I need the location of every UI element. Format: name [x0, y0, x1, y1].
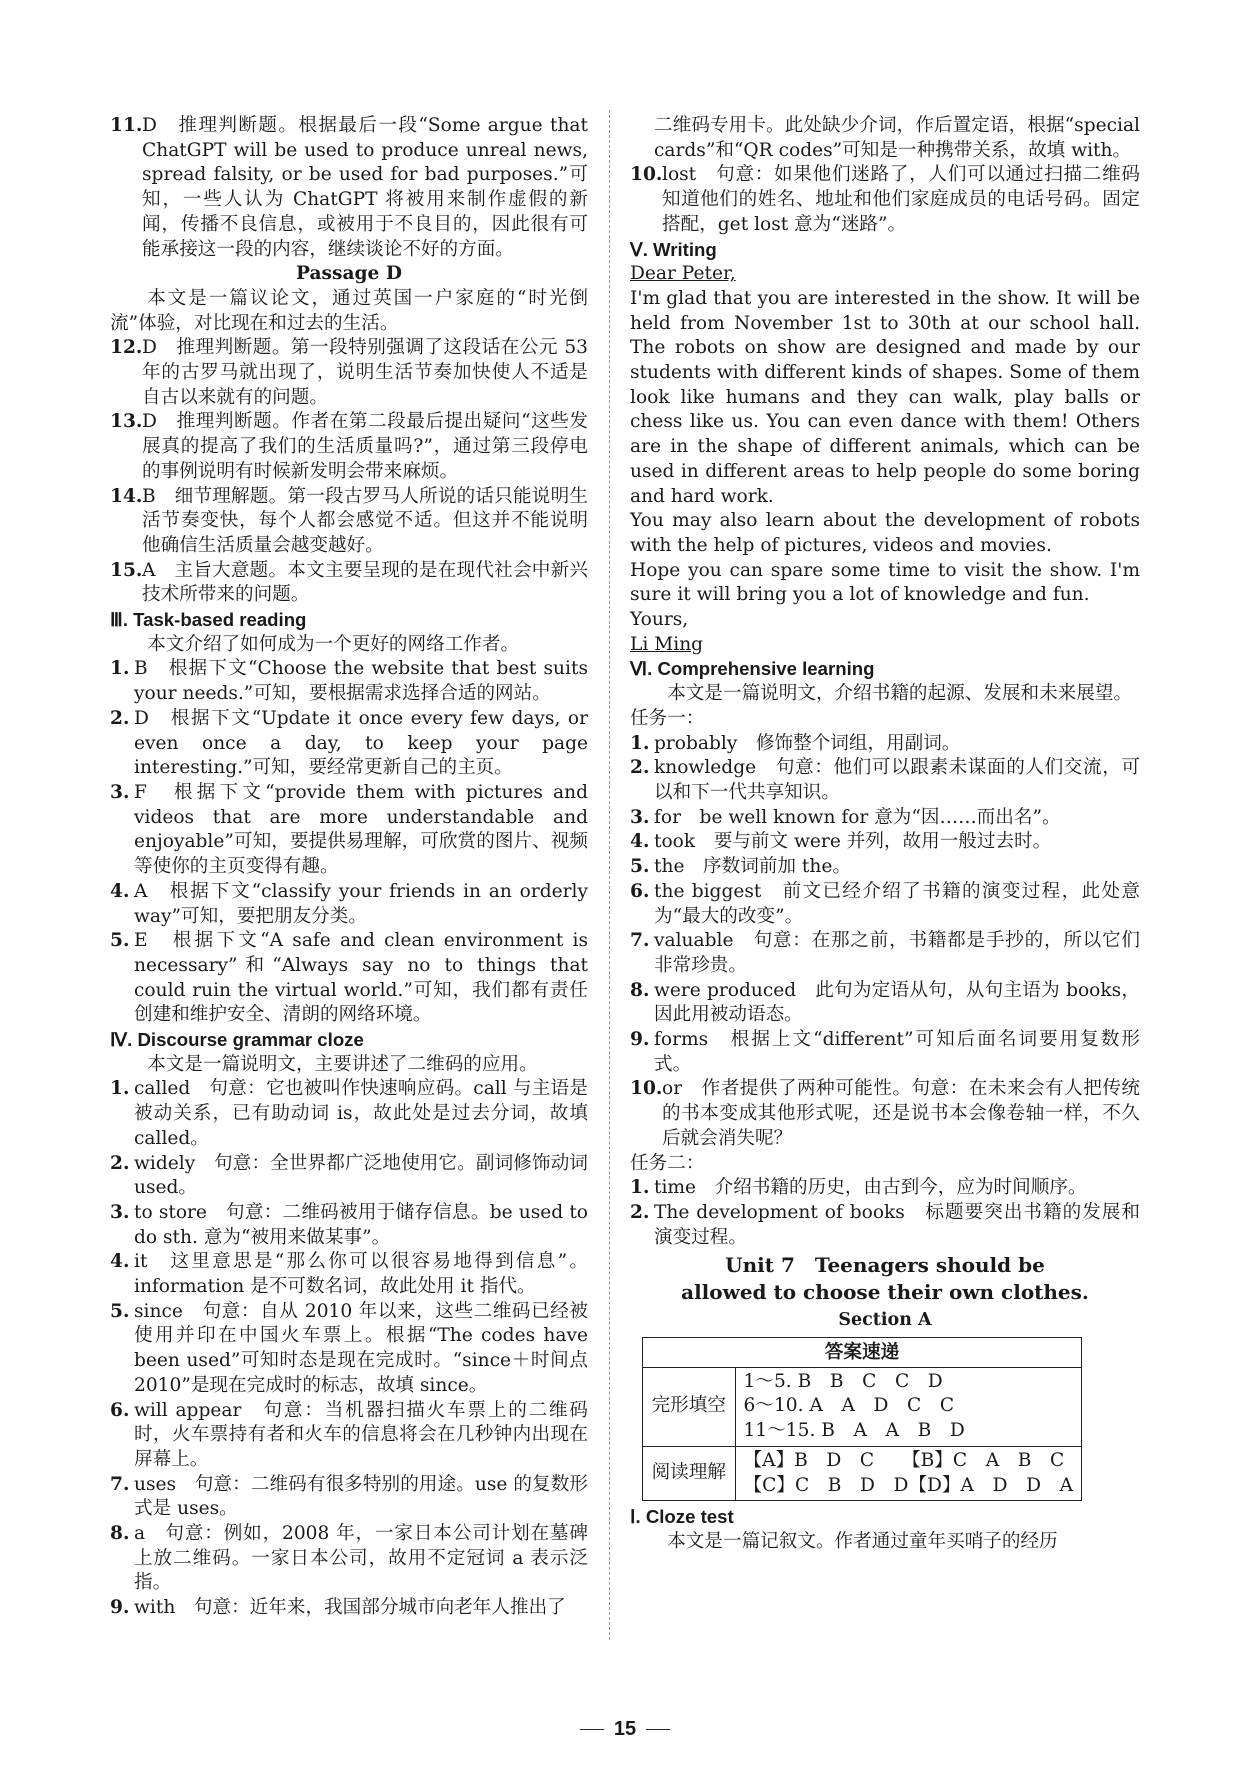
item-text: called 句意：它也被叫作快速响应码。call 与主语是被动关系，已有助动词 is，故此处是过去分词，故填 called。 [134, 1078, 588, 1149]
answer-item [110, 657, 588, 706]
unit-title-line-1: Unit 7 Teenagers should be [725, 1253, 1045, 1278]
answer-item [110, 114, 588, 262]
answer-item [630, 880, 1140, 929]
item-text: will appear 句意：当机器扫描火车票上的二维码时，火车票持有者和火车的信息将会在几秒钟内出现在屏幕上。 [134, 1399, 588, 1470]
item-number: 11. [110, 115, 143, 136]
item-text: valuable 句意：在那之前，书籍都是手抄的，所以它们非常珍贵。 [654, 930, 1140, 976]
item-number: 9. [630, 1029, 650, 1051]
answer-item [630, 163, 1140, 237]
item-number: 3. [110, 781, 130, 803]
task2-label: 任务二： [630, 1152, 705, 1174]
item-text: D 推理判断题。根据最后一段“Some argue that ChatGPT will be used to produce unreal news, spread falsity, or be used for bad purposes.”可知，一些人认为 ChatGPT 将被用来制作虚假的新闻，传播不良信息，或被用于不良目的，因此很有可能承接这一段的内容，继续谈论不好的方面。 [142, 115, 588, 260]
cloze-answers [735, 1367, 1081, 1446]
item-number: 2. [110, 1152, 130, 1174]
answer-item [630, 1176, 1140, 1201]
answer-item [110, 336, 588, 410]
letter-greeting: Dear Peter, [630, 263, 736, 285]
item-number: 5. [110, 1300, 130, 1322]
item-number: 4. [630, 831, 650, 853]
answer-item [110, 1152, 588, 1201]
item-text: it 这里意思是“那么你可以很容易地得到信息”。information 是不可数名词，故此处用 it 指代。 [134, 1251, 588, 1298]
item-number: 13. [110, 411, 143, 433]
item-number: 3. [630, 806, 650, 828]
page-number [0, 1718, 1250, 1741]
item-text: since 句意：自从 2010 年以来，这些二维码已经被使用并印在中国火车票上。根据“The codes have been used”可知时态是现在完成时。“since＋时间点 2010”是现在完成时的标志，故填 since。 [134, 1300, 588, 1396]
column-divider [609, 110, 610, 1640]
item-text: the 序数词前加 the。 [654, 856, 851, 878]
item-number: 10. [630, 1078, 663, 1100]
answer-item [110, 1399, 588, 1473]
answer-item [110, 410, 588, 484]
item-number: 4. [110, 1251, 130, 1273]
task-reading-title: Ⅲ. Task-based reading [110, 609, 307, 631]
item-number: 3. [110, 1201, 130, 1223]
comprehensive-title: Ⅵ. Comprehensive learning [630, 658, 875, 680]
answer-item [110, 485, 588, 559]
answer-item [630, 806, 1140, 831]
item-text: forms 根据上文“different”可知后面名词要用复数形式。 [654, 1029, 1140, 1075]
item-number: 6. [630, 880, 650, 902]
item-text: with 句意：近年来，我国部分城市向老年人推出了 [134, 1597, 566, 1619]
item-text: E 根据下文“A safe and clean environment is necessary”和“Always say no to things that could ruin the virtual world.”可知，我们都有责任创建和维护安全、清朗的网络环境。 [134, 930, 588, 1026]
item-number: 5. [630, 856, 650, 878]
answer-item [630, 1201, 1140, 1250]
item-number: 4. [110, 880, 130, 902]
answer-line: 【C】C B D D【D】A D D A [743, 1474, 1073, 1496]
letter-signature: Li Ming [630, 633, 704, 655]
page-number-value: 15 [613, 1718, 637, 1740]
item-text: B 根据下文“Choose the website that best suits your needs.”可知，要根据需求选择合适的网站。 [134, 658, 588, 705]
item-text: or 作者提供了两种可能性。句意：在未来会有人把传统的书本变成其他形式呢，还是说书本会像卷轴一样，不久后就会消失呢？ [662, 1078, 1140, 1149]
right-column [630, 114, 1140, 1555]
item-number: 1. [630, 1177, 650, 1199]
answer-item [110, 559, 588, 608]
dgc-title: Ⅳ. Discourse grammar cloze [110, 1029, 364, 1051]
letter-paragraph: I'm glad that you are interested in the show. It will be held from November 1st to 30th at our school hall. The robots on show are designed and made by our students with different kinds of shapes. Some of them look like humans and they can walk, play balls or chess like us. You can even dance with them! Others are in the shape of different animals, which can be used in different areas to help people do some boring and hard work. [630, 287, 1140, 507]
page-number-dash [580, 1729, 604, 1730]
item-number: 1. [110, 1078, 130, 1100]
cloze-test-title: Ⅰ. Cloze test [630, 1506, 734, 1528]
answer-line: 6～10. A A D C C [743, 1395, 955, 1417]
item-text: took 要与前文 were 并列，故用一般过去时。 [654, 831, 1052, 853]
passage-d-intro: 本文是一篇议论文，通过英国一户家庭的“时光倒流”体验，对比现在和过去的生活。 [110, 287, 588, 334]
section-title: Section A [838, 1310, 932, 1331]
answer-item [630, 830, 1140, 855]
answer-table-header: 答案速递 [643, 1338, 1082, 1368]
task-reading-intro: 本文介绍了如何成为一个更好的网络工作者。 [147, 633, 520, 655]
item-text: time 介绍书籍的历史，由古到今，应为时间顺序。 [654, 1177, 1087, 1199]
item-text: F 根据下文“provide them with pictures and videos that are more understandable and enjoyable”可知，要提供易理解，可欣赏的图片、视频等使你的主页变得有趣。 [134, 781, 588, 878]
item-number: 12. [110, 337, 143, 359]
reading-answers [735, 1446, 1081, 1500]
item-number: 8. [110, 1523, 130, 1545]
answer-line: 11～15. B A A B D [743, 1420, 965, 1442]
answer-item [110, 1077, 588, 1151]
answer-item [110, 1300, 588, 1399]
page-number-dash [646, 1729, 670, 1730]
answer-item [110, 781, 588, 880]
item-number: 1. [110, 658, 130, 680]
item-number: 6. [110, 1399, 130, 1421]
item-text: lost 句意：如果他们迷路了，人们可以通过扫描二维码知道他们的姓名、地址和他们家庭成员的电话号码。固定搭配，get lost 意为“迷路”。 [662, 164, 1140, 235]
item-number: 1. [630, 732, 650, 754]
letter-paragraph: You may also learn about the development of robots with the help of pictures, videos and movies. [630, 510, 1140, 556]
answer-item [110, 880, 588, 929]
answer-item [630, 1028, 1140, 1077]
answer-item [110, 929, 588, 1028]
item-number: 2. [630, 1201, 650, 1223]
task1-label: 任务一： [630, 707, 705, 729]
table-row [643, 1446, 1082, 1500]
writing-title: Ⅴ. Writing [630, 238, 717, 260]
answer-item [110, 1201, 588, 1250]
item-number: 8. [630, 979, 650, 1001]
letter-closing: Yours, [630, 609, 689, 631]
answer-item [110, 1596, 588, 1621]
item-text: D 推理判断题。作者在第二段最后提出疑问“这些发展真的提高了我们的生活质量吗?”，通过第三段停电的事例说明有时候新发明会带来麻烦。 [142, 411, 588, 482]
answer-line: 1～5. B B C C D [743, 1370, 943, 1392]
cloze-test-intro: 本文是一篇记叙文。作者通过童年买哨子的经历 [667, 1530, 1058, 1552]
answer-item [630, 979, 1140, 1028]
answer-item [630, 1077, 1140, 1151]
item-text: A 主旨大意题。本文主要呈现的是在现代社会中新兴技术所带来的问题。 [142, 559, 588, 606]
item-text: D 推理判断题。第一段特别强调了这段话在公元 53 年的古罗马就出现了，说明生活节奏加快使人不适是自古以来就有的问题。 [142, 337, 588, 408]
unit-title-line-2: allowed to choose their own clothes. [681, 1280, 1089, 1305]
answer-item [110, 1250, 588, 1299]
item-number: 10. [630, 164, 663, 186]
dgc-intro: 本文是一篇说明文，主要讲述了二维码的应用。 [147, 1053, 538, 1075]
item-text: B 细节理解题。第一段古罗马人所说的话只能说明生活节奏变快，每个人都会感觉不适。但这并不能说明他确信生活质量会越变越好。 [142, 485, 588, 556]
comprehensive-intro: 本文是一篇说明文，介绍书籍的起源、发展和未来展望。 [667, 683, 1133, 705]
item-text: for be well known for 意为“因……而出名”。 [654, 806, 1061, 828]
passage-d-title: Passage D [296, 263, 402, 285]
item-number: 7. [630, 930, 650, 952]
item-text: The development of books 标题要突出书籍的发展和演变过程。 [654, 1201, 1140, 1248]
sample-letter [630, 262, 1140, 657]
answer-item [110, 1522, 588, 1596]
answer-item [630, 732, 1140, 757]
item-continuation: 二维码专用卡。此处缺少介词，作后置定语，根据“special cards”和“QR codes”可知是一种携带关系，故填 with。 [654, 115, 1140, 161]
cloze-label: 完形填空 [643, 1367, 736, 1446]
answer-line: 【A】B D C 【B】C A B C [743, 1449, 1065, 1471]
answer-item [630, 756, 1140, 805]
left-column [110, 114, 588, 1621]
item-number: 2. [110, 707, 130, 729]
item-text: a 句意：例如，2008 年，一家日本公司计划在墓碑上放二维码。一家日本公司，故用不定冠词 a 表示泛指。 [134, 1523, 588, 1594]
item-number: 9. [110, 1597, 130, 1619]
item-number: 2. [630, 757, 650, 779]
item-number: 7. [110, 1473, 130, 1495]
item-text: knowledge 句意：他们可以跟素未谋面的人们交流，可以和下一代共享知识。 [654, 757, 1140, 803]
item-text: D 根据下文“Update it once every few days, or even once a day, to keep your page interesting.”可知，要经常更新自己的主页。 [134, 707, 588, 779]
item-number: 5. [110, 930, 130, 952]
answer-item [630, 855, 1140, 880]
item-text: A 根据下文“classify your friends in an orderly way”可知，要把朋友分类。 [134, 880, 588, 927]
answer-item [110, 707, 588, 781]
answer-table [642, 1337, 1082, 1501]
letter-paragraph: Hope you can spare some time to visit the show. I'm sure it will bring you a lot of knowledge and fun. [630, 559, 1140, 606]
item-text: to store 句意：二维码被用于储存信息。be used to do sth. 意为“被用来做某事”。 [134, 1201, 588, 1248]
table-row [643, 1367, 1082, 1446]
answer-item [630, 929, 1140, 978]
answer-item [110, 1473, 588, 1522]
item-text: probably 修饰整个词组，用副词。 [654, 732, 961, 754]
item-text: were produced 此句为定语从句，从句主语为 books，因此用被动语态。 [654, 979, 1140, 1026]
item-number: 15. [110, 559, 143, 581]
item-number: 14. [110, 485, 143, 507]
item-text: uses 句意：二维码有很多特别的用途。use 的复数形式是 uses。 [134, 1473, 588, 1520]
item-text: the biggest 前文已经介绍了书籍的演变过程，此处意为“最大的改变”。 [654, 880, 1140, 927]
reading-label: 阅读理解 [643, 1446, 736, 1500]
item-text: widely 句意：全世界都广泛地使用它。副词修饰动词 used。 [134, 1152, 588, 1199]
